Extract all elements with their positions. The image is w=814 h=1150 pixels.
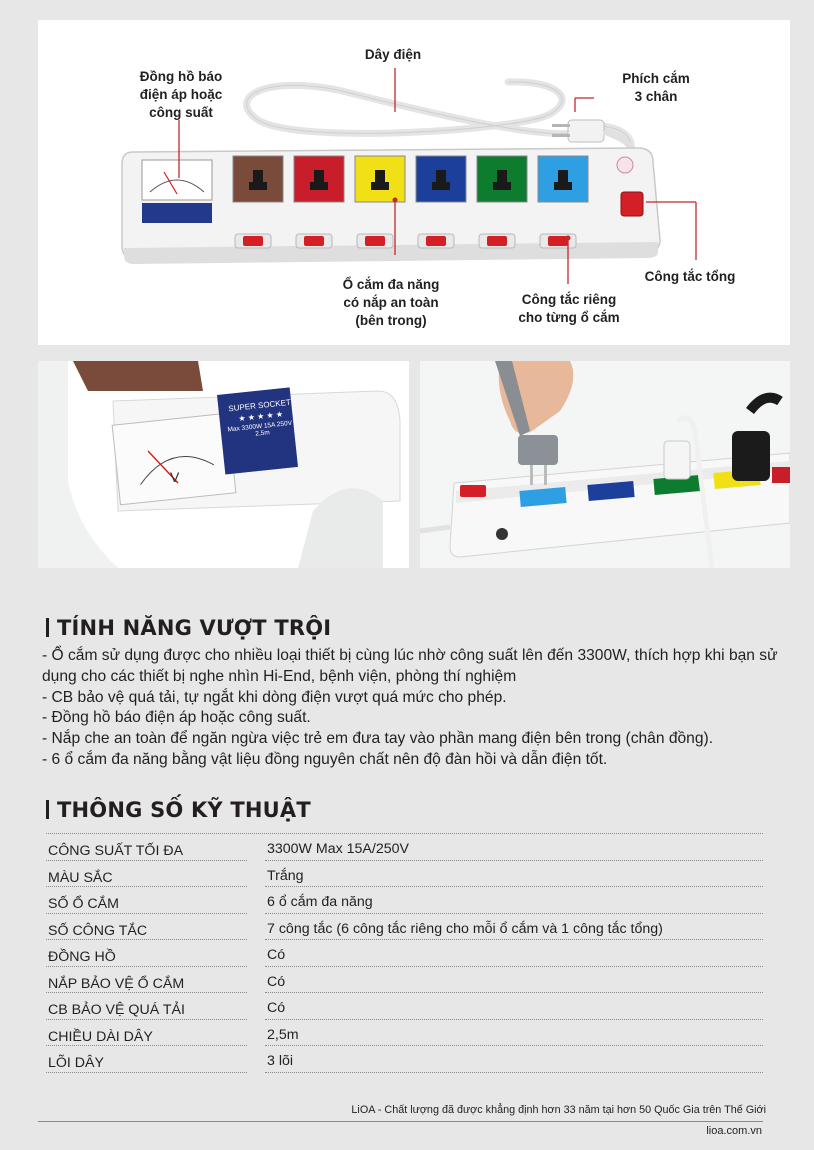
spec-key: MÀU SẮC xyxy=(48,869,113,886)
brown-socket xyxy=(73,361,203,391)
outlet-socket xyxy=(538,156,588,202)
specs-title: THÔNG SỐ KỸ THUẬT xyxy=(46,798,311,822)
grey-plug-icon xyxy=(518,435,558,465)
outlet-switch xyxy=(418,234,454,248)
outlet-socket xyxy=(416,156,466,202)
feature-item: - Ổ cắm sử dụng được cho nhiều loại thiết bị cùng lúc nhờ công suất lên đến 3300W, thích hợp khi bạn sử dụng cho các thiết bị nghe nhìn Hi-End, bệnh viện, phòng thí nghiệm xyxy=(42,647,778,685)
spec-row xyxy=(46,967,763,994)
outlet-switch xyxy=(540,234,576,248)
hero-product-diagram xyxy=(38,20,790,345)
logo-mark-icon xyxy=(617,157,633,173)
spec-table xyxy=(46,833,763,1073)
spec-key: NẮP BẢO VỆ Ổ CẮM xyxy=(48,975,185,992)
callout-meter: Đồng hồ báo điện áp hoặc công suất xyxy=(139,69,223,120)
features-title: TÍNH NĂNG VƯỢT TRỘI xyxy=(46,616,331,640)
spec-row xyxy=(46,914,763,941)
meter-label-stars: ★ ★ ★ ★ ★ xyxy=(238,409,284,424)
outlet-socket xyxy=(355,156,405,202)
callout-master-switch: Công tắc tổng xyxy=(644,269,736,284)
meter-label-rating: Max 3300W 15A 250V - 2,5m xyxy=(227,419,297,438)
footer-tagline: LiOA - Chất lượng đã được khẳng định hơn 33 năm tại hơn 50 Quốc Gia trên Thế Giới xyxy=(351,1104,766,1116)
spec-key: ĐỒNG HỒ xyxy=(48,949,116,965)
gauge-unit: V xyxy=(170,469,180,485)
plugging-in-photo xyxy=(420,361,790,568)
spec-value: 3300W Max 15A/250V xyxy=(267,841,409,857)
spec-key: LÕI DÂY xyxy=(48,1055,104,1071)
outlet-switch xyxy=(296,234,332,248)
meter-label-title: SUPER SOCKET xyxy=(227,397,292,414)
outlet-switch xyxy=(235,234,271,248)
white-plug-icon xyxy=(664,441,690,479)
master-switch xyxy=(621,192,643,216)
feature-item: - 6 ổ cắm đa năng bằng vật liệu đồng nguyên chất nên độ đàn hồi và dẫn điện tốt. xyxy=(42,750,608,768)
feature-item: - CB bảo vệ quá tải, tự ngắt khi dòng điện vượt quá mức cho phép. xyxy=(42,688,507,706)
spec-value: 3 lõi xyxy=(267,1053,294,1069)
feature-item: - Đồng hồ báo điện áp hoặc công suất. xyxy=(42,709,311,727)
spec-key: CÔNG SUẤT TỐI ĐA xyxy=(48,843,184,859)
spec-row xyxy=(46,887,763,914)
spec-value: Trắng xyxy=(267,867,304,884)
spec-value: Có xyxy=(267,947,286,963)
footer-website: lioa.com.vn xyxy=(706,1125,762,1137)
spec-value: 2,5m xyxy=(267,1026,299,1043)
spec-row xyxy=(46,1020,763,1047)
feature-item: - Nắp che an toàn để ngăn ngừa việc trẻ em đưa tay vào phần mang điện bên trong (chân đồng). xyxy=(42,730,714,748)
spec-value: Có xyxy=(267,1000,286,1016)
spec-key: SỐ CÔNG TẮC xyxy=(48,922,148,939)
spec-row xyxy=(46,834,763,861)
spec-row xyxy=(46,1046,763,1073)
footer-divider xyxy=(38,1121,763,1122)
outlet-socket xyxy=(233,156,283,202)
callout-cord: Dây điện xyxy=(364,47,422,62)
spec-key: CB BẢO VỆ QUÁ TẢI xyxy=(48,1002,185,1018)
spec-value: 6 ổ cắm đa năng xyxy=(267,894,373,910)
outlet-switch xyxy=(479,234,515,248)
spec-value: Có xyxy=(267,973,286,990)
spec-row xyxy=(46,993,763,1020)
spec-row xyxy=(46,861,763,888)
callout-plug: Phích cắm 3 chân xyxy=(622,71,690,104)
spec-value: 7 công tắc (6 công tắc riêng cho mỗi ổ cắm và 1 công tắc tổng) xyxy=(267,920,663,937)
meter-closeup-photo xyxy=(38,361,409,568)
cord xyxy=(247,82,631,155)
outlet-switch xyxy=(357,234,393,248)
callout-outlet: Ổ cắm đa năng có nắp an toàn (bên trong) xyxy=(342,277,440,328)
spec-key: CHIỀU DÀI DÂY xyxy=(48,1028,153,1045)
black-plug-icon xyxy=(732,431,770,481)
spec-row xyxy=(46,940,763,967)
switch-icon xyxy=(460,485,486,497)
spec-key: SỐ Ổ CẮM xyxy=(48,896,119,912)
outlet-socket xyxy=(477,156,527,202)
features-list xyxy=(42,646,782,771)
callout-individual-switch: Công tắc riêng cho từng ổ cắm xyxy=(518,292,620,325)
outlet-socket xyxy=(294,156,344,202)
